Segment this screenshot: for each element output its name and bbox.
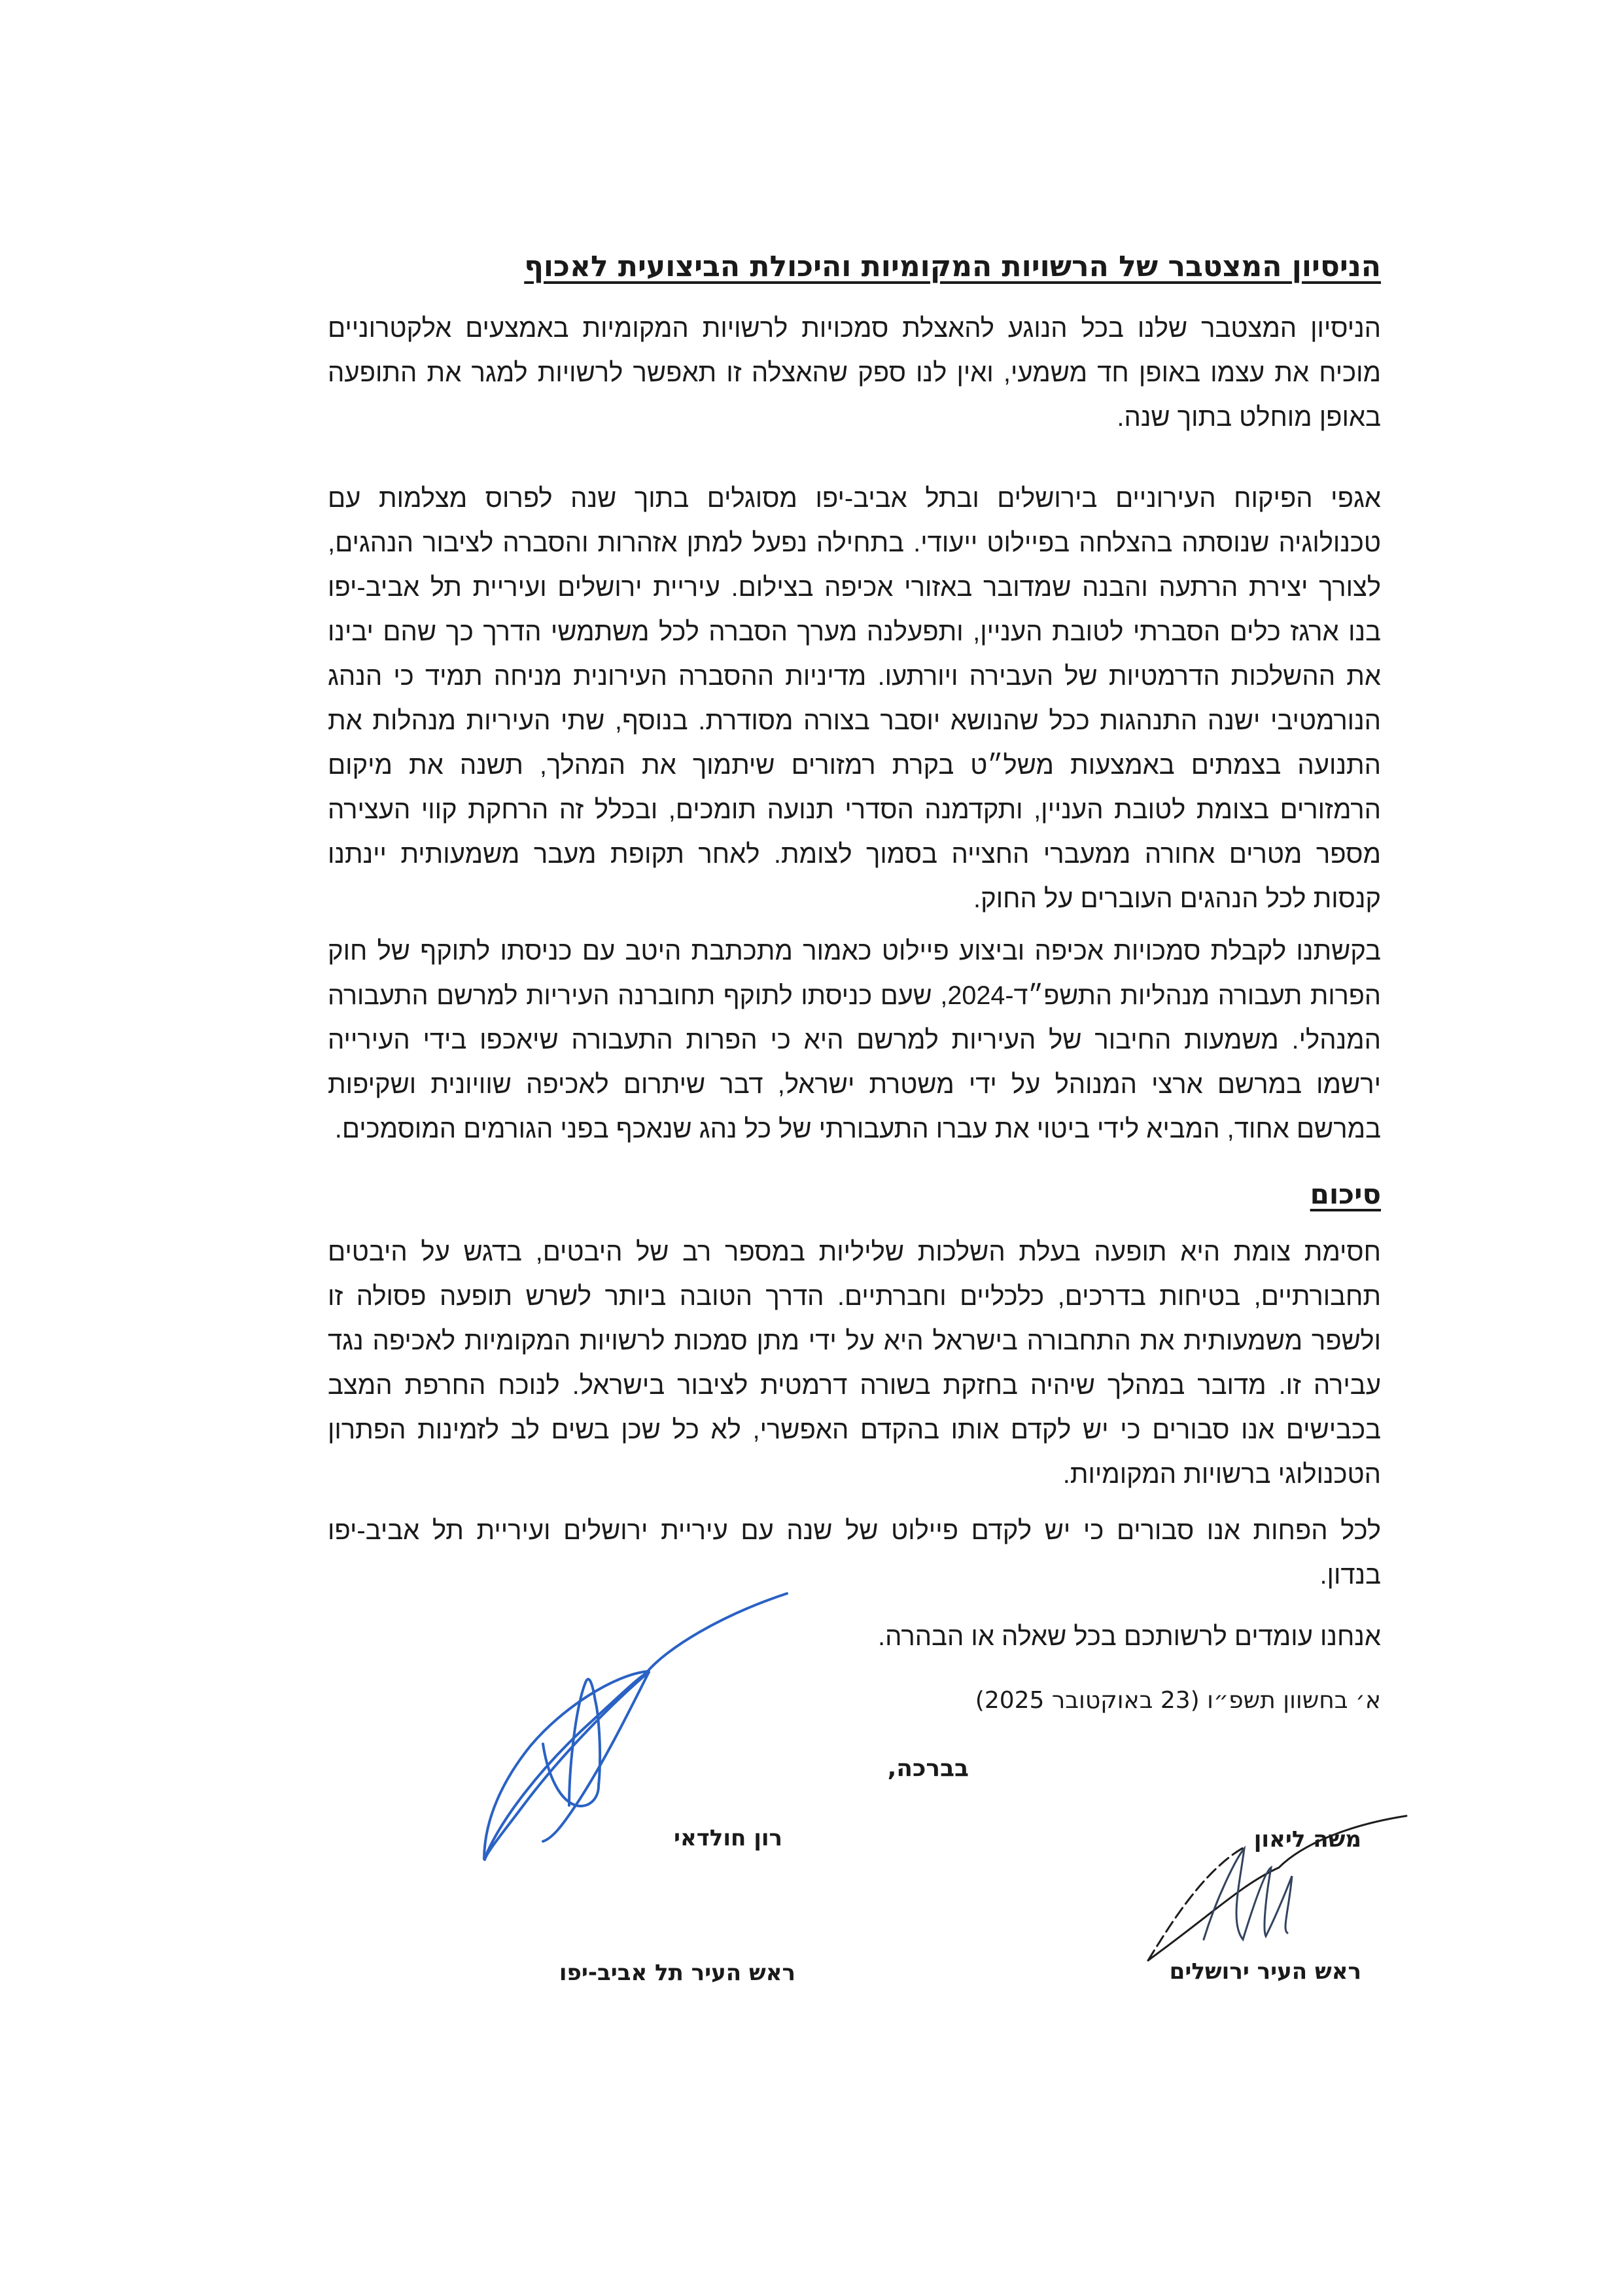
text-line: המנהלי. משמעות החיבור של העיריות למרשם היא כי הפרות התעבורה שיאכפו בידי העירייה	[328, 1026, 1381, 1054]
summary-heading: סיכום	[1310, 1178, 1381, 1210]
text-line: באופן מוחלט בתוך שנה.	[1117, 403, 1381, 432]
text-line: לכל הפחות אנו סבורים כי יש לקדם פיילוט של שנה עם עיריית ירושלים ועיריית תל אביב-יפו	[328, 1516, 1381, 1545]
text-line: חסימת צומת היא תופעה בעלת השלכות שליליות במספר רב של היבטים, בדגש על היבטים	[328, 1238, 1381, 1266]
letter-date: א׳ בחשוון תשפ״ו (23 באוקטובר 2025)	[975, 1687, 1381, 1714]
paragraph-3	[328, 929, 1381, 1151]
regards: בברכה,	[887, 1755, 969, 1782]
signatory-role: ראש העיר תל אביב-יפו	[559, 1960, 795, 1986]
text-line: קנסות לכל הנהגים העוברים על החוק.	[973, 884, 1381, 913]
signatory-name: משה ליאון	[1253, 1826, 1361, 1852]
text-line: את ההשלכות הדרמטיות של העבירה ויורתעו. מדיניות ההסברה העירונית מניחה תמיד כי הנהג	[328, 662, 1381, 691]
text-line: הנורמטיבי ישנה התנהגות ככל שהנושא יוסבר בצורה מסודרת. בנוסף, שתי העיריות מנהלות את	[328, 706, 1381, 735]
text-line: לצורך יצירת הרתעה והבנה שמדובר באזורי אכיפה בצילום. עיריית ירושלים ועיריית תל אביב-יפו	[328, 573, 1381, 602]
text-line: ולשפר משמעותית את התחבורה בישראל היא על ידי מתן סמכות לרשויות המקומיות לאכיפה נגד	[328, 1327, 1381, 1355]
text-line: בנדון.	[1319, 1561, 1381, 1590]
text-line: עבירה זו. מדובר במהלך שיהיה בחזקת בשורה דרמטית לציבור בישראל. לנוכח החרפת המצב	[328, 1371, 1381, 1400]
text-line: הפרות תעבורה מנהליות התשפ״ד-2024, שעם כניסתו לתוקף תחוברנה העיריות למרשם התעבורה	[328, 981, 1381, 1010]
text-line: בכבישים אנו סבורים כי יש לקדם אותו בהקדם האפשרי, לא כל שכן בשים לב לזמינות הפתרון	[328, 1416, 1381, 1444]
text-line: טכנולוגיה שנוסתה בהצלחה בפיילוט ייעודי. בתחילה נפעל למתן אזהרות והסברה לציבור הנהגים,	[328, 529, 1381, 557]
text-line: בקשתנו לקבלת סמכויות אכיפה וביצוע פיילוט כאמור מתכתבת היטב עם כניסתו לתוקף של חוק	[328, 937, 1381, 965]
paragraph-2	[328, 476, 1381, 921]
signatory-name: רון חולדאי	[674, 1825, 782, 1851]
text-line: תחבורתיים, בטיחות בדרכים, כלכליים וחברתיים. הדרך הטובה ביותר לשרש תופעה פסולה זו	[328, 1282, 1381, 1311]
text-line: התנועה בצמתים באמצעות משל״ט בקרת רמזורים שיתמוך את המהלך, תשנה את מיקום	[328, 751, 1381, 780]
section-title: הניסיון המצטבר של הרשויות המקומיות והיכולת הביצועית לאכוף	[524, 250, 1381, 283]
text-line: מספר מטרים אחורה ממעברי החצייה בסמוך לצומת. לאחר תקופת מעבר משמעותית יינתנו	[328, 840, 1381, 869]
text-line: הניסיון המצטבר שלנו בכל הנוגע להאצלת סמכויות לרשויות המקומיות באמצעים אלקטרוניים	[328, 314, 1381, 343]
summary-paragraph-2	[328, 1508, 1381, 1597]
summary-paragraph-1	[328, 1230, 1381, 1497]
text-line: בנו ארגז כלים הסברתי לטובת העניין, ותפעלנה מערך הסברה לכל משתמשי הדרך כך שהם יבינו	[328, 617, 1381, 646]
closing-line: אנחנו עומדים לרשותכם בכל שאלה או הבהרה.	[878, 1622, 1381, 1651]
text-line: ירשמו במרשם ארצי המנוהל על ידי משטרת ישראל, דבר שיתרום לאכיפה שוויונית ושקיפות	[328, 1070, 1381, 1099]
text-line: הרמזורים בצומת לטובת העניין, ותקדמנה הסדרי תנועה תומכים, ובכלל זה הרחקת קווי העצירה	[328, 795, 1381, 824]
text-line: הטכנולוגי ברשויות המקומיות.	[1062, 1460, 1381, 1489]
paragraph-1	[328, 306, 1381, 440]
text-line: במרשם אחוד, המביא לידי ביטוי את עברו התעבורתי של כל נהג שנאכף בפני הגורמים המוסמכים.	[334, 1115, 1381, 1143]
text-line: מוכיח את עצמו באופן חד משמעי, ואין לנו ספק שהאצלה זו תאפשר לרשויות למגר את התופעה	[328, 358, 1381, 387]
signatory-role: ראש העיר ירושלים	[1169, 1958, 1361, 1985]
text-line: אגפי הפיקוח העירוניים בירושלים ובתל אביב-יפו מסוגלים בתוך שנה לפרוס מצלמות עם	[328, 484, 1381, 513]
